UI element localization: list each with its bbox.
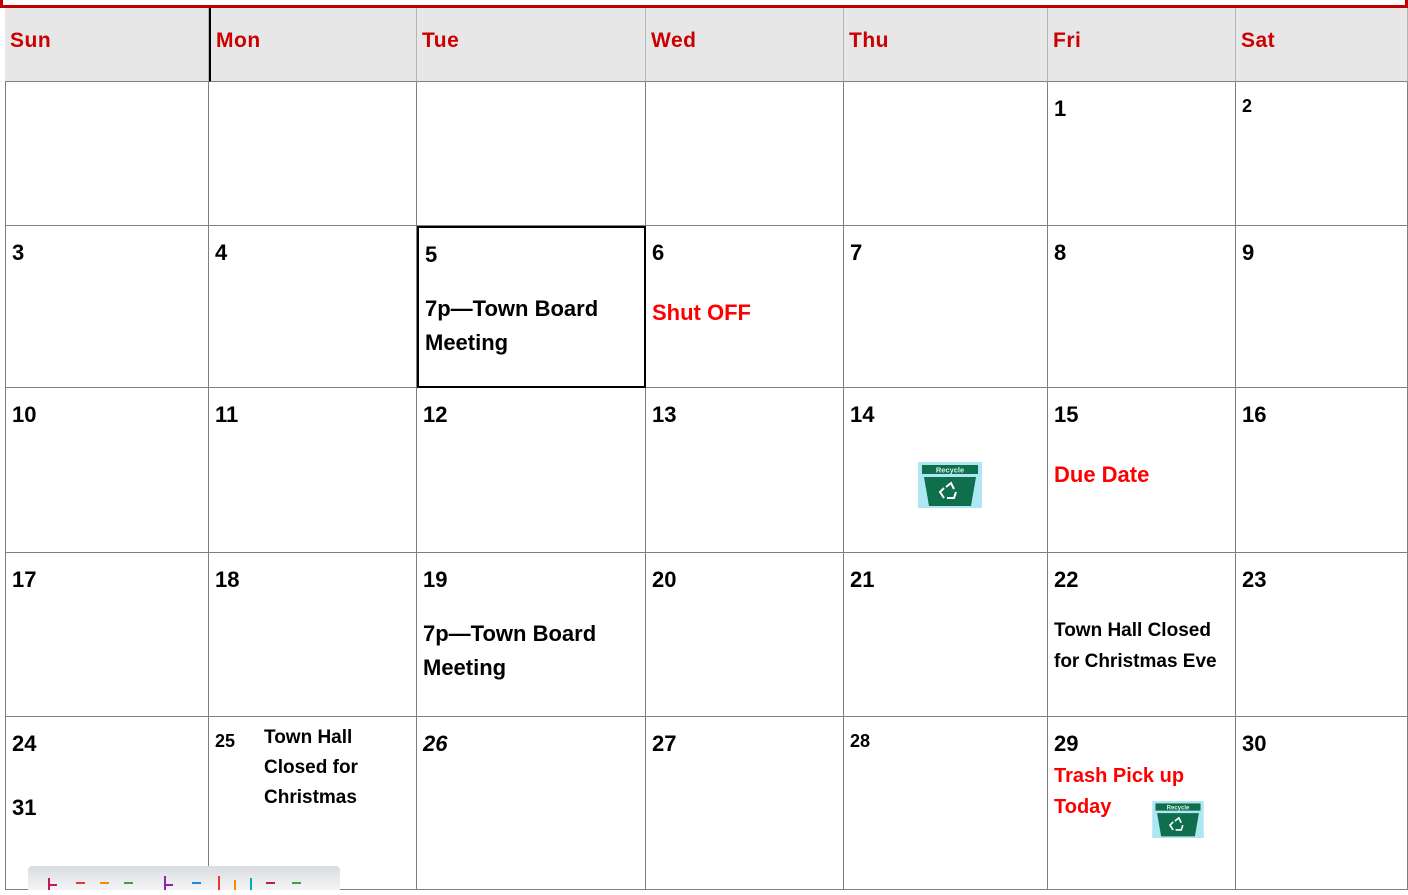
day-cell-empty bbox=[5, 82, 209, 226]
day-cell-empty bbox=[209, 82, 417, 226]
day-number: 12 bbox=[423, 402, 448, 427]
day-number: 8 bbox=[1054, 240, 1067, 265]
weekday-wed: Wed bbox=[646, 8, 844, 82]
day-cell-21 bbox=[844, 553, 1048, 717]
day-number: 31 bbox=[12, 795, 37, 820]
day-cell-empty bbox=[646, 82, 844, 226]
day-cell-5 bbox=[417, 226, 646, 388]
day-cell-18 bbox=[209, 553, 417, 717]
event-town-board-meeting: 7p—Town Board Meeting bbox=[423, 621, 597, 680]
calendar-grid bbox=[5, 8, 1408, 890]
event-trash-pickup: Trash Pick up Today bbox=[1054, 765, 1185, 818]
event-shut-off: Shut OFF bbox=[652, 300, 751, 325]
day-cell-empty bbox=[844, 82, 1048, 226]
day-cell-28 bbox=[844, 717, 1048, 890]
event-town-board-meeting: 7p—Town Board Meeting bbox=[425, 296, 599, 355]
day-number: 9 bbox=[1242, 240, 1255, 265]
day-number: 18 bbox=[215, 567, 240, 592]
weekday-thu: Thu bbox=[844, 8, 1048, 82]
calendar-top-border bbox=[0, 0, 1408, 8]
day-number: 10 bbox=[12, 402, 37, 427]
day-cell-23 bbox=[1236, 553, 1408, 717]
day-cell-26 bbox=[417, 717, 646, 890]
day-number: 26 bbox=[423, 731, 448, 756]
day-number: 11 bbox=[215, 402, 239, 427]
day-cell-30 bbox=[1236, 717, 1408, 890]
day-cell-27 bbox=[646, 717, 844, 890]
day-cell-15 bbox=[1048, 388, 1236, 553]
day-cell-empty bbox=[417, 82, 646, 226]
day-cell-9 bbox=[1236, 226, 1408, 388]
day-cell-24-31 bbox=[5, 717, 209, 890]
weekday-mon: Mon bbox=[209, 8, 417, 82]
day-number: 2 bbox=[1242, 96, 1253, 116]
day-cell-3 bbox=[5, 226, 209, 388]
day-cell-13 bbox=[646, 388, 844, 553]
day-number: 19 bbox=[423, 567, 448, 592]
day-cell-10 bbox=[5, 388, 209, 553]
event-due-date: Due Date bbox=[1054, 462, 1150, 487]
day-number: 29 bbox=[1054, 731, 1079, 756]
day-cell-4 bbox=[209, 226, 417, 388]
day-number: 5 bbox=[425, 242, 438, 267]
day-number: 23 bbox=[1242, 567, 1267, 592]
weekday-sat: Sat bbox=[1236, 8, 1408, 82]
day-cell-1 bbox=[1048, 82, 1236, 226]
holiday-banner-image bbox=[28, 866, 340, 890]
day-number: 30 bbox=[1242, 731, 1267, 756]
day-number: 22 bbox=[1054, 567, 1079, 592]
day-number: 24 bbox=[12, 731, 37, 756]
day-number: 15 bbox=[1054, 402, 1079, 427]
day-number: 13 bbox=[652, 402, 677, 427]
day-cell-14 bbox=[844, 388, 1048, 553]
day-number: 21 bbox=[850, 567, 875, 592]
day-cell-19 bbox=[417, 553, 646, 717]
day-cell-22 bbox=[1048, 553, 1236, 717]
day-number: 27 bbox=[652, 731, 677, 756]
weekday-fri: Fri bbox=[1048, 8, 1236, 82]
day-number: 16 bbox=[1242, 402, 1267, 427]
day-cell-8 bbox=[1048, 226, 1236, 388]
event-town-hall-closed-christmas: Town Hall Closed for Christmas bbox=[264, 727, 358, 808]
day-number: 28 bbox=[850, 731, 871, 751]
svg-text:Recycle: Recycle bbox=[935, 465, 965, 475]
day-cell-12 bbox=[417, 388, 646, 553]
recycle-bin-icon bbox=[918, 462, 982, 508]
day-cell-17 bbox=[5, 553, 209, 717]
day-cell-25 bbox=[209, 717, 417, 890]
weekday-tue: Tue bbox=[417, 8, 646, 82]
day-cell-20 bbox=[646, 553, 844, 717]
day-number: 4 bbox=[215, 240, 228, 265]
svg-text:Recycle: Recycle bbox=[1166, 805, 1190, 812]
day-cell-6 bbox=[646, 226, 844, 388]
weekday-sun: Sun bbox=[5, 8, 209, 82]
day-cell-29 bbox=[1048, 717, 1236, 890]
day-number: 1 bbox=[1054, 96, 1067, 121]
day-cell-11 bbox=[209, 388, 417, 553]
day-cell-7 bbox=[844, 226, 1048, 388]
recycle-bin-icon bbox=[1152, 801, 1204, 838]
day-number: 7 bbox=[850, 240, 863, 265]
day-cell-2 bbox=[1236, 82, 1408, 226]
day-number: 17 bbox=[12, 567, 37, 592]
day-number: 6 bbox=[652, 240, 665, 265]
event-town-hall-closed-christmas-eve: Town Hall Closed for Christmas Eve bbox=[1054, 620, 1217, 672]
holiday-letters-graphic bbox=[28, 866, 340, 890]
day-number: 3 bbox=[12, 240, 25, 265]
day-cell-16 bbox=[1236, 388, 1408, 553]
day-number: 14 bbox=[850, 402, 875, 427]
day-number: 20 bbox=[652, 567, 677, 592]
day-number: 25 bbox=[215, 731, 236, 751]
